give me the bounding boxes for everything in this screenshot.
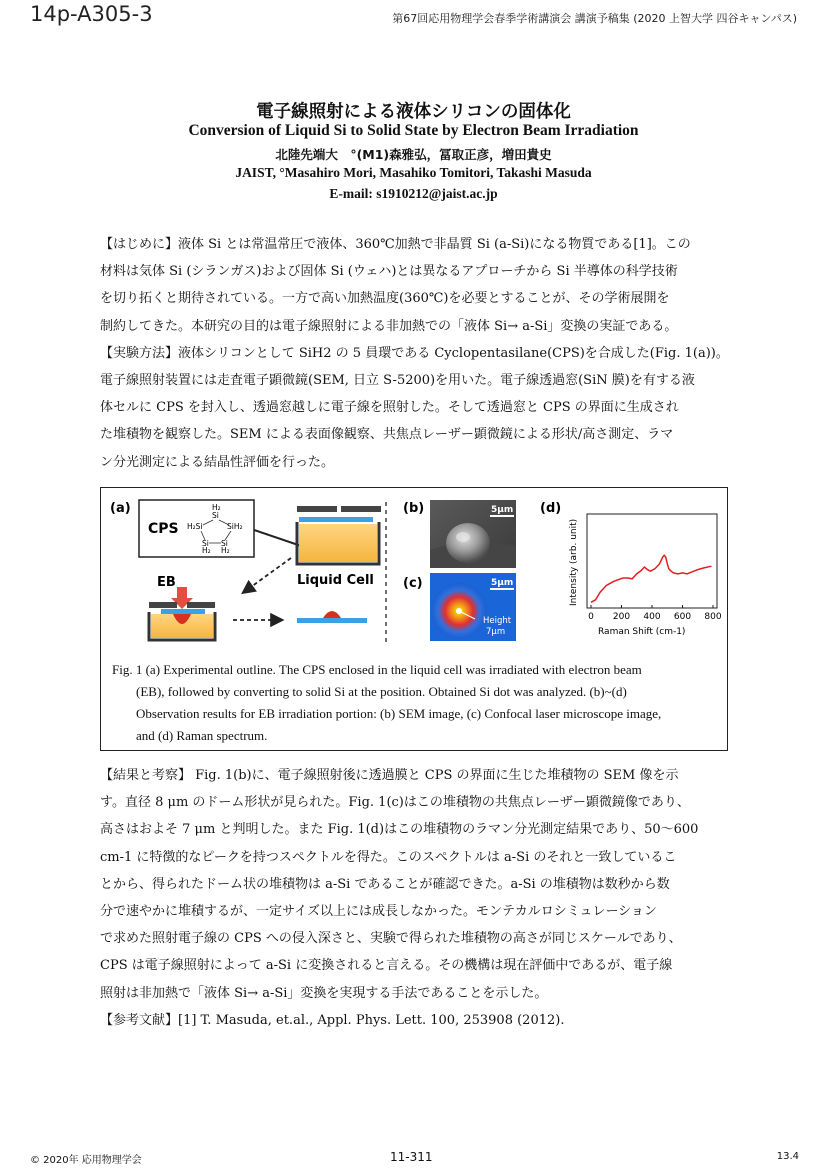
- liquid-cell-label: Liquid Cell: [297, 573, 374, 588]
- panel-c-label: (c): [403, 576, 423, 591]
- results-line: CPS は電子線照射によって a-Si に変換されると言える。その機構は現在評価中であるが、電子線: [100, 958, 673, 974]
- results-line: とから、得られたドーム状の堆積物は a-Si であることが確認できた。a-Si の堆積物は数秒から数: [100, 876, 670, 892]
- results-line: で求めた照射電子線の CPS への侵入深さと、実験で得られた堆積物の高さが同じスケールであり、: [100, 931, 682, 947]
- molecule-atom: H₂: [202, 546, 211, 555]
- results-line: 高さはおよそ 7 μm と判明した。また Fig. 1(d)はこの堆積物のラマン分光測定結果であり、50〜600: [100, 822, 699, 838]
- method-line: 電子線照射装置には走査電子顕微鏡(SEM, 日立 S-5200)を用いた。電子線透過窓(SiN 膜)を有する液: [100, 373, 695, 389]
- molecule-atom: H₂Si: [187, 522, 203, 531]
- cps-label: CPS: [148, 521, 179, 537]
- y-axis-label: Intensity (arb. unit): [569, 518, 579, 606]
- intro-line: 制約してきた。本研究の目的は電子線照射による非加熱での「液体 Si→ a-Si」変換の実証である。: [100, 318, 678, 334]
- reference-line: 【参考文献】[1] T. Masuda, et.al., Appl. Phys. Lett. 100, 253908 (2012).: [100, 1012, 565, 1028]
- title-english: Conversion of Liquid Si to Solid State by Electron Beam Irradiation: [188, 122, 639, 139]
- title-japanese: 電子線照射による液体シリコンの固体化: [256, 102, 571, 122]
- affiliation: JAIST, °Masahiro Mori, Masahiko Tomitori, Takashi Masuda: [235, 165, 592, 180]
- molecule-atom: H₂: [221, 546, 230, 555]
- process-arrow: [244, 558, 291, 592]
- method-line: 体セルに CPS を封入し、透過窓越しに電子線を照射した。そして透過窓と CPS の界面に生成され: [100, 400, 679, 416]
- results-line: す。直径 8 μm のドーム形状が見られた。Fig. 1(c)はこの堆積物の共焦点レーザー顕微鏡像であり、: [100, 795, 690, 811]
- liquid-cell-diagram: [297, 506, 381, 564]
- scale-bar-b: [490, 515, 514, 517]
- molecule-atom: H₂: [212, 503, 221, 512]
- footer-code: 13.4: [776, 1151, 799, 1162]
- eb-label: EB: [157, 575, 176, 590]
- molecule-atom: Si: [202, 539, 209, 548]
- figure-caption: [112, 659, 718, 747]
- conference-header: 第67回応用物理学会春季学術講演会 講演予稿集 (2020 上智大学 四谷キャンパス): [392, 12, 797, 25]
- x-tick-label: 600: [673, 612, 692, 622]
- x-tick-label: 800: [704, 612, 722, 622]
- footer-page-number: 11-311: [390, 1150, 433, 1164]
- results-line: cm-1 に特徴的なピークを持つスペクトルを得た。このスペクトルは a-Si のそれと一致しているこ: [100, 849, 677, 865]
- intro-line: 材料は気体 Si (シランガス)および固体 Si (ウェハ)とは異なるアプローチから Si 半導体の科学技術: [100, 264, 678, 280]
- molecule-atom: Si: [212, 511, 219, 520]
- results-line: 照射は非加熱で「液体 Si→ a-Si」変換を実現する手法であることを示した。: [100, 985, 548, 1001]
- method-line: 【実験方法】液体シリコンとして SiH2 の 5 員環である Cyclopentasilane(CPS)を合成した(Fig. 1(a))。: [100, 345, 729, 361]
- eb-cell-diagram: [149, 587, 215, 640]
- method-line: ン分光測定による結晶性評価を行った。: [100, 454, 335, 470]
- solid-si-dot: [297, 611, 367, 623]
- caption-line: and (d) Raman spectrum.: [136, 728, 268, 743]
- authors-japanese: 北陸先端大 °(M1)森雅弘，冨取正彦，増田貴史: [275, 147, 552, 162]
- panel-a-label: (a): [110, 501, 131, 516]
- raman-chart: [569, 514, 722, 637]
- x-axis-label: Raman Shift (cm-1): [598, 627, 686, 637]
- scale-label-b: 5μm: [491, 505, 514, 515]
- results-section: [100, 762, 730, 1034]
- scale-bar-c: [490, 588, 514, 590]
- intro-line: 【はじめに】液体 Si とは常温常圧で液体、360℃加熱で非晶質 Si (a-Si)になる物質である[1]。この: [100, 237, 691, 252]
- email: E-mail: s1910212@jaist.ac.jp: [329, 186, 498, 201]
- caption-line: (EB), followed by converting to solid Si at the position. Obtained Si dot was analyzed. (b)~(d): [136, 684, 627, 699]
- scale-label-c: 5μm: [491, 578, 514, 588]
- molecule-atom: SiH₂: [227, 522, 243, 531]
- x-tick-label: 200: [612, 612, 631, 622]
- height-value: 7μm: [486, 627, 506, 637]
- height-label: Height: [483, 616, 512, 626]
- results-line: 【結果と考察】 Fig. 1(b)に、電子線照射後に透過膜と CPS の界面に生じた堆積物の SEM 像を示: [100, 768, 679, 783]
- results-line: 分で速やかに堆積するが、一定サイズ以上には成長しなかった。モンテカルロシミュレーション: [100, 904, 657, 920]
- abstract-code: 14p-A305-3: [30, 2, 153, 26]
- x-tick-label: 0: [588, 612, 594, 622]
- method-line: た堆積物を観察した。SEM による表面像観察、共焦点レーザー顕微鏡による形状/高さ測定、ラマ: [100, 427, 674, 443]
- panel-d-label: (d): [540, 501, 562, 516]
- intro-line: を切り拓くと期待されている。一方で高い加熱温度(360℃)を必要とすることが、その学術展開を: [100, 291, 670, 307]
- plot-area: [587, 514, 717, 608]
- footer-copyright: © 2020年 応用物理学会: [30, 1155, 142, 1166]
- intro-section: [100, 231, 730, 476]
- caption-line: Observation results for EB irradiation portion: (b) SEM image, (c) Confocal laser microscope image,: [136, 706, 662, 721]
- x-tick-label: 400: [643, 612, 661, 622]
- panel-b-label: (b): [403, 501, 425, 516]
- caption-line: Fig. 1 (a) Experimental outline. The CPS enclosed in the liquid cell was irradiated with electron beam: [112, 662, 642, 677]
- molecule-atom: Si: [221, 539, 228, 548]
